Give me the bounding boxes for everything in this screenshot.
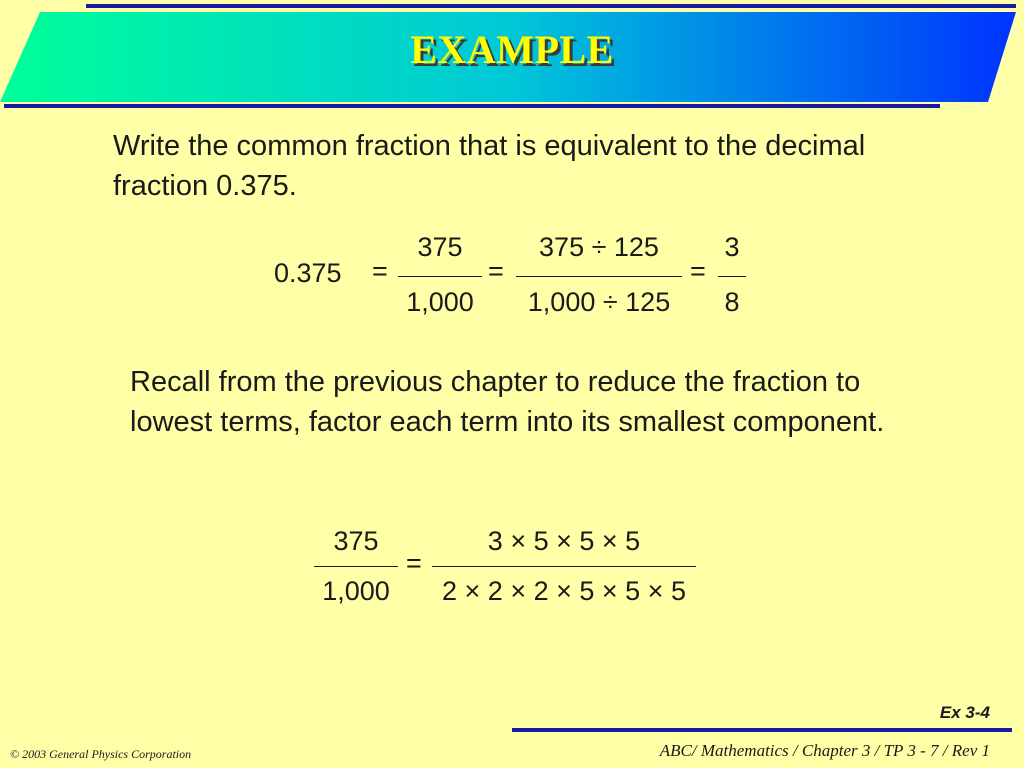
intro-paragraph: Write the common fraction that is equivalent to the decimal fraction 0.375. — [113, 130, 866, 202]
fraction-denominator: 1,000 ÷ 125 — [527, 287, 671, 317]
footer-rule — [512, 728, 1012, 732]
equals-sign: = — [372, 256, 388, 286]
fraction-denominator: 1,000 — [322, 576, 390, 606]
fraction-bar — [516, 276, 682, 277]
fraction-numerator: 375 ÷ 125 — [539, 232, 659, 262]
recall-paragraph: Recall from the previous chapter to reduce the fraction to lowest terms, factor each term into its smallest component. — [130, 366, 885, 438]
fraction-bar — [314, 566, 398, 567]
equals-sign: = — [690, 256, 706, 286]
copyright-notice: © 2003 General Physics Corporation — [10, 747, 192, 761]
slide-title: EXAMPLE — [410, 27, 614, 72]
fraction-numerator: 3 × 5 × 5 × 5 — [487, 526, 641, 556]
fraction-numerator: 375 — [333, 526, 379, 556]
equals-sign: = — [488, 256, 504, 286]
fraction-denominator: 1,000 — [406, 287, 474, 317]
course-reference: ABC/ Mathematics / Chapter 3 / TP 3 - 7 / Rev 1 — [659, 741, 990, 760]
fraction-denominator: 8 — [724, 287, 740, 317]
fraction-numerator: 3 — [724, 232, 740, 262]
decimal-value: 0.375 — [274, 258, 342, 288]
fraction-denominator: 2 × 2 × 2 × 5 × 5 × 5 — [442, 576, 686, 606]
title-banner — [0, 0, 1024, 112]
fraction-numerator: 375 — [417, 232, 463, 262]
fraction-bar — [432, 566, 696, 567]
equals-sign: = — [406, 548, 422, 578]
slide-number: Ex 3-4 — [939, 703, 990, 722]
fraction-bar — [718, 276, 746, 277]
fraction-bar — [398, 276, 482, 277]
